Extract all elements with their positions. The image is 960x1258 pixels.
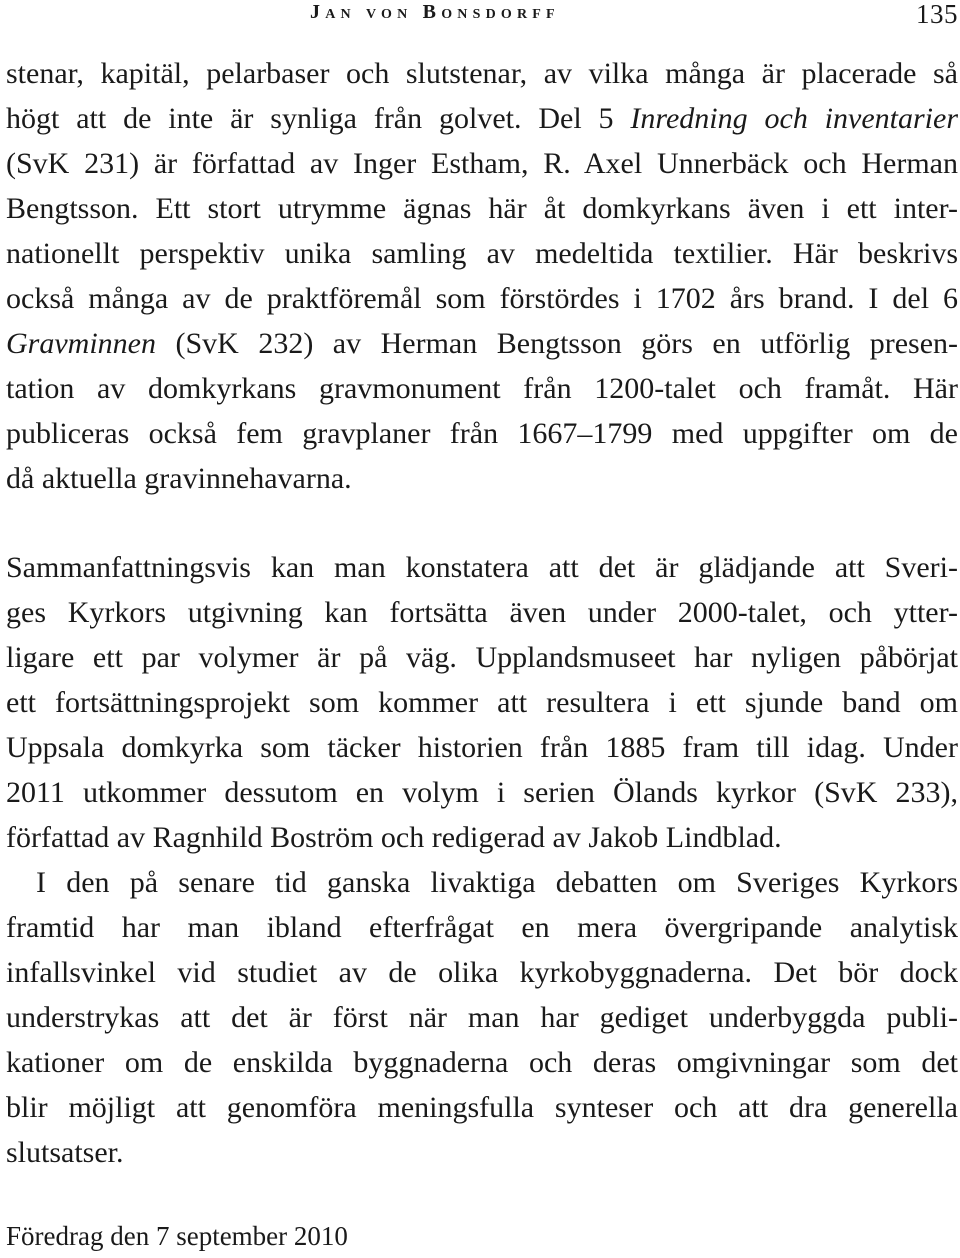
text-line: ligare ett par volymer är på väg. Upplandsmuseet har nyligen påbörjat — [6, 641, 958, 674]
text-line: kationer om de enskilda byggnaderna och deras omgivningar som det — [6, 1046, 958, 1079]
text-line: I den på senare tid ganska livaktiga debatten om Sveriges Kyrkors — [36, 866, 958, 899]
text-line: framtid har man ibland efterfrågat en mera övergripande analytisk — [6, 911, 958, 944]
text-span: (SvK 232) av Herman Bengtsson görs en utförlig presen- — [155, 327, 958, 360]
page-number: 135 — [916, 0, 958, 29]
text-line: författad av Ragnhild Boström och redigerad av Jakob Lindblad. — [6, 821, 782, 854]
italic-title: Inredning och inventarier — [630, 102, 958, 135]
text-line: tation av domkyrkans gravmonument från 1200-talet och framåt. Här — [6, 372, 958, 405]
text-line: då aktuella gravinnehavarna. — [6, 462, 352, 495]
running-head-author: Jan von Bonsdorff — [310, 1, 560, 23]
text-line — [6, 322, 958, 366]
text-line — [6, 97, 958, 141]
text-span: högt att de inte är synliga från golvet. Del 5 — [6, 102, 631, 135]
text-line: också många av de praktföremål som förstördes i 1702 års brand. I del 6 — [6, 282, 958, 315]
book-page — [6, 0, 958, 1255]
text-line: understrykas att det är först när man har gediget underbyggda publi- — [6, 1001, 958, 1034]
text-line: ett fortsättningsprojekt som kommer att resultera i ett sjunde band om — [6, 686, 958, 719]
text-line: (SvK 231) är författad av Inger Estham, R. Axel Unnerbäck och Herman — [6, 147, 958, 180]
text-line: stenar, kapitäl, pelarbaser och slutstenar, av vilka många är placerade så — [6, 57, 958, 90]
text-line: infallsvinkel vid studiet av de olika kyrkobyggnaderna. Det bör dock — [6, 956, 958, 989]
text-line: Uppsala domkyrka som täcker historien från 1885 fram till idag. Under — [6, 731, 958, 764]
text-line: slutsatser. — [6, 1136, 124, 1169]
text-line: Sammanfattningsvis kan man konstatera att det är glädjande att Sveri- — [6, 551, 958, 584]
italic-title: Gravminnen — [6, 327, 156, 360]
text-line: blir möjligt att genomföra meningsfulla synteser och att dra generella — [6, 1091, 958, 1124]
text-line: 2011 utkommer dessutom en volym i serien Ölands kyrkor (SvK 233), — [6, 776, 958, 809]
text-line: nationellt perspektiv unika samling av medeltida textilier. Här beskrivs — [6, 237, 958, 270]
lecture-date-note: Föredrag den 7 september 2010 — [6, 1221, 348, 1251]
text-line: Bengtsson. Ett stort utrymme ägnas här åt domkyrkans även i ett inter- — [6, 192, 958, 225]
text-line: ges Kyrkors utgivning kan fortsätta även under 2000-talet, och ytter- — [6, 596, 958, 629]
running-head — [6, 0, 958, 30]
text-line: publiceras också fem gravplaner från 1667–1799 med uppgifter om de — [6, 417, 958, 450]
